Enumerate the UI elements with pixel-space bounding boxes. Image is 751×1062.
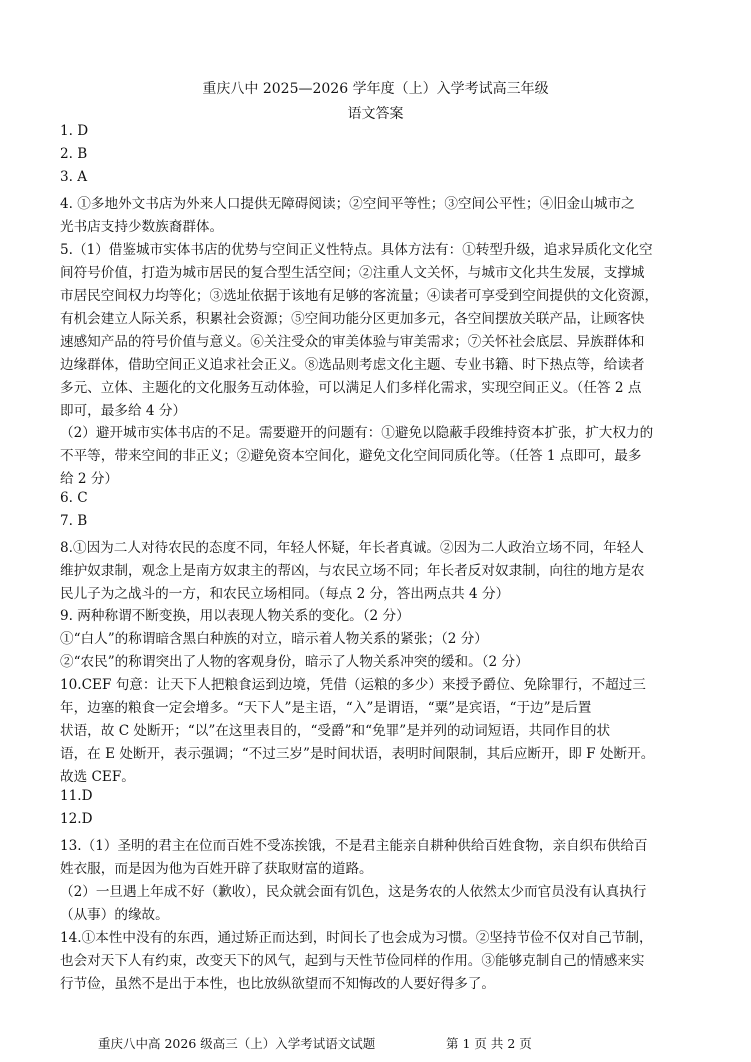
answer-line: 6. C <box>60 490 88 506</box>
answer-line: 民儿子为之战斗的一方，和农民立场相同。（每点 2 分，答出两点共 4 分） <box>60 586 510 602</box>
answer-line: 3. A <box>60 169 88 185</box>
document-subtitle: 语文答案 <box>347 106 404 122</box>
answer-line: 11.D <box>60 788 93 804</box>
answer-line: 14.①本性中没有的东西，通过矫正而达到，时间长了也会成为习惯。②坚持节俭不仅对自己节制， <box>60 930 653 946</box>
answer-line: 13.（1）圣明的君主在位而百姓不受冻挨饿，不是君主能亲自耕种供给百姓食物，亲自织布供给百 <box>60 838 648 854</box>
answer-line: ②“农民”的称谓突出了人物的客观身份，暗示了人物关系冲突的缓和。（2 分） <box>60 654 529 670</box>
answer-line: （从事）的缘故。 <box>60 907 169 923</box>
answer-line: 市居民空间权力均等化；③选址依据于该地有足够的客流量；④读者可享受到空间提供的文化资源， <box>60 288 659 304</box>
answer-line: ①“白人”的称谓暗含黑白种族的对立，暗示着人物关系的紧张；（2 分） <box>60 631 488 647</box>
footer-page-number: 第 1 页 共 2 页 <box>446 1036 532 1051</box>
answer-line: 行节俭，虽然不是出于本性，也比放纵欲望而不知悔改的人要好得多了。 <box>60 976 495 992</box>
answer-line: 边缘群体，借助空间正义追求社会正义。⑧选品则考虑文化主题、专业书籍、时下热点等，给读者 <box>60 357 645 373</box>
answer-line: 语，在 E 处断开，表示强调；“不过三岁”是时间状语，表明时间限制，其后应断开，即 F 处断开。 <box>60 746 655 762</box>
answer-line: 间符号价值，打造为城市居民的复合型生活空间；②注重人文关怀，与城市文化共生发展，支撑城 <box>60 265 645 281</box>
answer-line: 12.D <box>60 811 93 827</box>
answer-line: 故选 CEF。 <box>60 769 135 785</box>
answer-line: 速感知产品的符号价值与意义。⑥关注受众的审美体验与审美需求；⑦关怀社会底层、异族群体和 <box>60 334 645 350</box>
answer-line: 4. ①多地外文书店为外来人口提供无障碍阅读；②空间平等性；③空间公平性；④旧金山城市之 <box>60 196 635 212</box>
answer-line: 即可，最多给 4 分） <box>60 403 187 419</box>
answer-line: （2）一旦遇上年成不好（歉收），民众就会面有饥色，这是务农的人依然太少而官员没有认真执行 <box>60 884 647 900</box>
answer-line: 多元、立体、主题化的文化服务互动体验，可以满足人们多样化需求，实现空间正义。（任答 2 点 <box>60 380 642 396</box>
answer-line: 2. B <box>60 146 88 162</box>
answer-line: 1. D <box>60 123 89 139</box>
answer-line: 7. B <box>60 513 88 529</box>
answer-line: 维护奴隶制，观念上是南方奴隶主的帮凶，与农民立场不同；年长者反对奴隶制，向往的地方是农 <box>60 563 645 579</box>
answer-line: 有机会建立人际关系，积累社会资源；⑤空间功能分区更加多元，各空间摆放关联产品，让顾客快 <box>60 311 645 327</box>
answer-line: 也会对天下人有约束，改变天下的风气，起到与天性节俭同样的作用。③能够克制自己的情感来实 <box>60 953 645 969</box>
footer-exam-name: 重庆八中高 2026 级高三（上）入学考试语文试题 <box>98 1036 376 1051</box>
answer-line: 9. 两种称谓不断变换，用以表现人物关系的变化。（2 分） <box>60 608 410 624</box>
answer-line: 8.①因为二人对待农民的态度不同，年轻人怀疑，年长者真诚。②因为二人政治立场不同，年轻人 <box>60 540 644 556</box>
answer-line: 不平等，带来空间的非正义；②避免资本空间化，避免文化空间同质化等。（任答 1 点即可，最多 <box>60 448 642 464</box>
answer-line: 年，边塞的粮食一定会增多。“天下人”是主语，“入”是谓语，“粟”是宾语，“于边”是后置 <box>60 700 592 716</box>
document-title: 重庆八中 2025—2026 学年度（上）入学考试高三年级 <box>202 81 549 97</box>
answer-line: 5.（1）借鉴城市实体书店的优势与空间正义性特点。具体方法有：①转型升级，追求异质化文化空 <box>60 242 653 258</box>
answer-line: 10.CEF 句意：让天下人把粮食运到边境，凭借（运粮的多少）来授予爵位、免除罪行，不超过三 <box>60 677 646 693</box>
answer-line: 姓衣服，而是因为他为百姓开辟了获取财富的道路。 <box>60 861 373 877</box>
answer-line: （2）避开城市实体书店的不足。需要避开的问题有：①避免以隐蔽手段维持资本扩张，扩大权力的 <box>60 425 654 441</box>
answer-line: 状语，故 C 处断开；“以”在这里表目的，“受爵”和“免罪”是并列的动词短语，共同作目的状 <box>60 723 611 739</box>
answer-line: 光书店支持少数族裔群体。 <box>60 219 224 235</box>
answer-line: 给 2 分） <box>60 471 119 487</box>
